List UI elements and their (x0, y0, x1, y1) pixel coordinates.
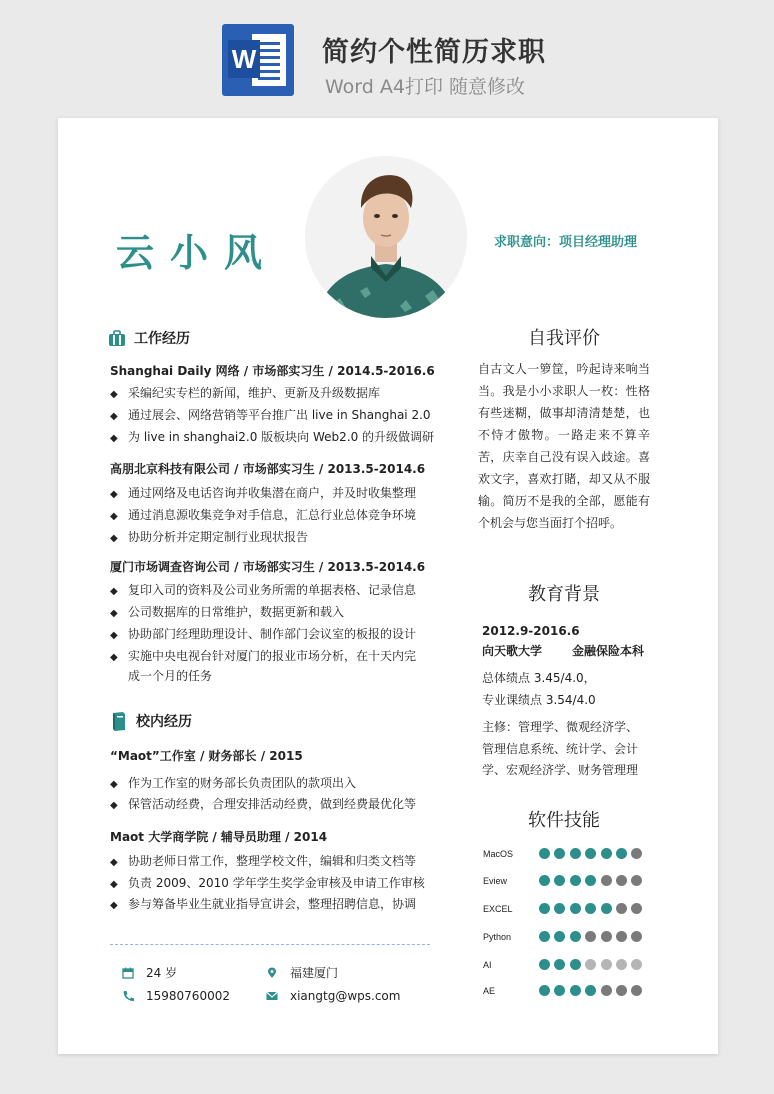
skill-level-dot (601, 931, 612, 942)
skill-name: AI (483, 959, 492, 970)
skill-level-dot (601, 875, 612, 886)
skill-level-dot (554, 959, 565, 970)
skill-level-dot (554, 931, 565, 942)
self-eval-heading: 自我评价 (528, 328, 600, 349)
skill-name: AE (483, 985, 496, 996)
skill-level-dot (539, 875, 550, 886)
skill-level-dot (585, 903, 596, 914)
contact-location (266, 964, 338, 981)
edu-period: 2012.9-2016.6 (482, 624, 580, 638)
skill-row (483, 959, 647, 970)
contact-age (122, 964, 177, 981)
skill-level-dot (554, 875, 565, 886)
list-item: ◆ 为 live in shanghai2.0 版板块向 Web2.0 的升级做调研 (110, 430, 435, 444)
list-item-continuation: 成一个月的任务 (128, 669, 213, 683)
skill-level-dot (585, 985, 596, 996)
age-text: 24 岁 (146, 966, 178, 980)
list-item: ◆ 作为工作室的财务部长负责团队的款项出入 (110, 776, 357, 790)
list-item: ◆ 公司数据库的日常维护，数据更新和载入 (110, 605, 345, 619)
skill-level-dot (601, 848, 612, 859)
skill-level-dot (539, 903, 550, 914)
job-title: Shanghai Daily 网络 / 市场部实习生 / 2014.5-2016.6 (110, 364, 435, 378)
contact-phone (122, 989, 230, 1003)
skill-level-dot (585, 931, 596, 942)
banner (0, 0, 774, 118)
skills-heading: 软件技能 (528, 810, 600, 831)
skill-level-dot (585, 875, 596, 886)
skill-level-dot (585, 848, 596, 859)
skill-level-dot (616, 875, 627, 886)
contact-divider (110, 944, 430, 945)
skill-level-dot (539, 959, 550, 970)
skill-row (483, 848, 647, 859)
mail-icon (266, 990, 278, 1002)
skill-level-dot (539, 931, 550, 942)
job-title: 厦门市场调查咨询公司 / 市场部实习生 / 2013.5-2014.6 (110, 560, 426, 574)
calendar-icon (122, 967, 134, 979)
skill-level-dot (570, 985, 581, 996)
list-item: ◆ 实施中央电视台针对厦门的报业市场分析，在十天内完 (110, 649, 417, 663)
skill-name: EXCEL (483, 903, 513, 914)
word-letter: W (228, 40, 260, 78)
edu-school: 向天歌大学 (482, 644, 543, 658)
skill-level-dot (631, 985, 642, 996)
skill-name: MacOS (483, 848, 514, 859)
edu-courses: 主修：管理学、微观经济学、 (482, 720, 639, 734)
skill-level-dot (616, 931, 627, 942)
list-item: ◆ 通过网络及电话咨询并收集潜在商户，并及时收集整理 (110, 486, 417, 500)
skill-name: Python (483, 931, 512, 942)
list-item: ◆ 协助老师日常工作，整理学校文件，编辑和归类文档等 (110, 854, 417, 868)
edu-gpa-major: 专业课绩点 3.54/4.0 (482, 693, 596, 707)
skill-level-dot (631, 875, 642, 886)
skill-level-dot (554, 903, 565, 914)
skill-level-dot (570, 875, 581, 886)
email-text: xiangtg@wps.com (290, 989, 401, 1003)
banner-title: 简约个性简历求职 (322, 37, 546, 68)
skill-level-dot (631, 959, 642, 970)
skill-row (483, 903, 647, 914)
list-item: ◆ 通过消息源收集竞争对手信息，汇总行业总体竞争环境 (110, 508, 417, 522)
location-pin-icon (266, 967, 278, 979)
skill-level-dot (570, 848, 581, 859)
work-section-heading (108, 328, 190, 348)
skill-row (483, 985, 647, 996)
skill-level-dot (616, 959, 627, 970)
skill-level-dot (631, 848, 642, 859)
skill-level-dot (570, 903, 581, 914)
list-item: ◆ 协助分析并定期定制行业现状报告 (110, 530, 309, 544)
role-title: “Maot”工作室 / 财务部长 / 2015 (110, 749, 303, 763)
briefcase-icon (108, 329, 126, 347)
skill-level-dot (539, 985, 550, 996)
word-icon (222, 24, 294, 96)
campus-heading-text: 校内经历 (136, 714, 192, 730)
skill-level-dot (570, 931, 581, 942)
book-icon (110, 710, 128, 732)
skill-level-dot (631, 931, 642, 942)
profile-photo (305, 156, 467, 318)
skill-name: Eview (483, 875, 508, 886)
skill-row (483, 875, 647, 886)
skill-level-dot (570, 959, 581, 970)
edu-courses: 管理信息系统、统计学、会计 (482, 742, 639, 756)
list-item: ◆ 参与筹备毕业生就业指导宣讲会，整理招聘信息，协调 (110, 897, 417, 911)
skill-row (483, 931, 647, 942)
campus-section-heading (110, 710, 192, 732)
skill-level-dot (601, 903, 612, 914)
phone-icon (122, 990, 134, 1002)
contact-email (266, 989, 400, 1003)
self-eval-text: 自古文人一箩筐，吟起诗来响当当。我是小小求职人一枚：性格有些迷糊，做事却清清楚楚，也不恃才傲物。一路走来不算辛苦，庆幸自己没有误入歧途。喜欢文字，喜欢打賭，却又从不服输。简历不是我的全部，愿能有个机会与您当面打个招呼。 (478, 362, 650, 530)
skill-level-dot (616, 903, 627, 914)
job-intent: 求职意向：项目经理助理 (494, 235, 638, 250)
list-item: ◆ 采编纪实专栏的新闻，维护、更新及升级数据库 (110, 386, 381, 400)
role-title: Maot 大学商学院 / 辅导员助理 / 2014 (110, 830, 328, 844)
skill-level-dot (601, 959, 612, 970)
edu-courses: 学、宏观经济学、财务管理理 (482, 763, 639, 777)
list-item: ◆ 保管活动经费，合理安排活动经费，做到经费最优化等 (110, 797, 417, 811)
candidate-name: 云小风 (116, 231, 279, 275)
job-title: 高朋北京科技有限公司 / 市场部实习生 / 2013.5-2014.6 (110, 462, 426, 476)
work-heading-text: 工作经历 (134, 331, 190, 347)
phone-text: 15980760002 (146, 989, 230, 1003)
skill-level-dot (539, 848, 550, 859)
skill-level-dot (631, 903, 642, 914)
resume-page (58, 118, 718, 1054)
list-item: ◆ 协助部门经理助理设计、制作部门会议室的板报的设计 (110, 627, 417, 641)
edu-gpa-total: 总体绩点 3.45/4.0， (482, 671, 596, 685)
list-item: ◆ 复印入司的资料及公司业务所需的单据表格、记录信息 (110, 583, 417, 597)
skill-level-dot (616, 848, 627, 859)
list-item: ◆ 通过展会、网络营销等平台推广出 live in Shanghai 2.0 (110, 408, 431, 422)
skill-level-dot (585, 959, 596, 970)
skill-level-dot (554, 848, 565, 859)
skill-level-dot (601, 985, 612, 996)
banner-subtitle: Word A4打印 随意修改 (325, 76, 526, 98)
skill-level-dot (554, 985, 565, 996)
edu-major: 金融保险本科 (572, 644, 645, 658)
education-heading: 教育背景 (528, 584, 600, 605)
list-item: ◆ 负责 2009、2010 学年学生奖学金审核及申请工作审核 (110, 876, 425, 890)
skill-level-dot (616, 985, 627, 996)
location-text: 福建厦门 (290, 966, 339, 980)
